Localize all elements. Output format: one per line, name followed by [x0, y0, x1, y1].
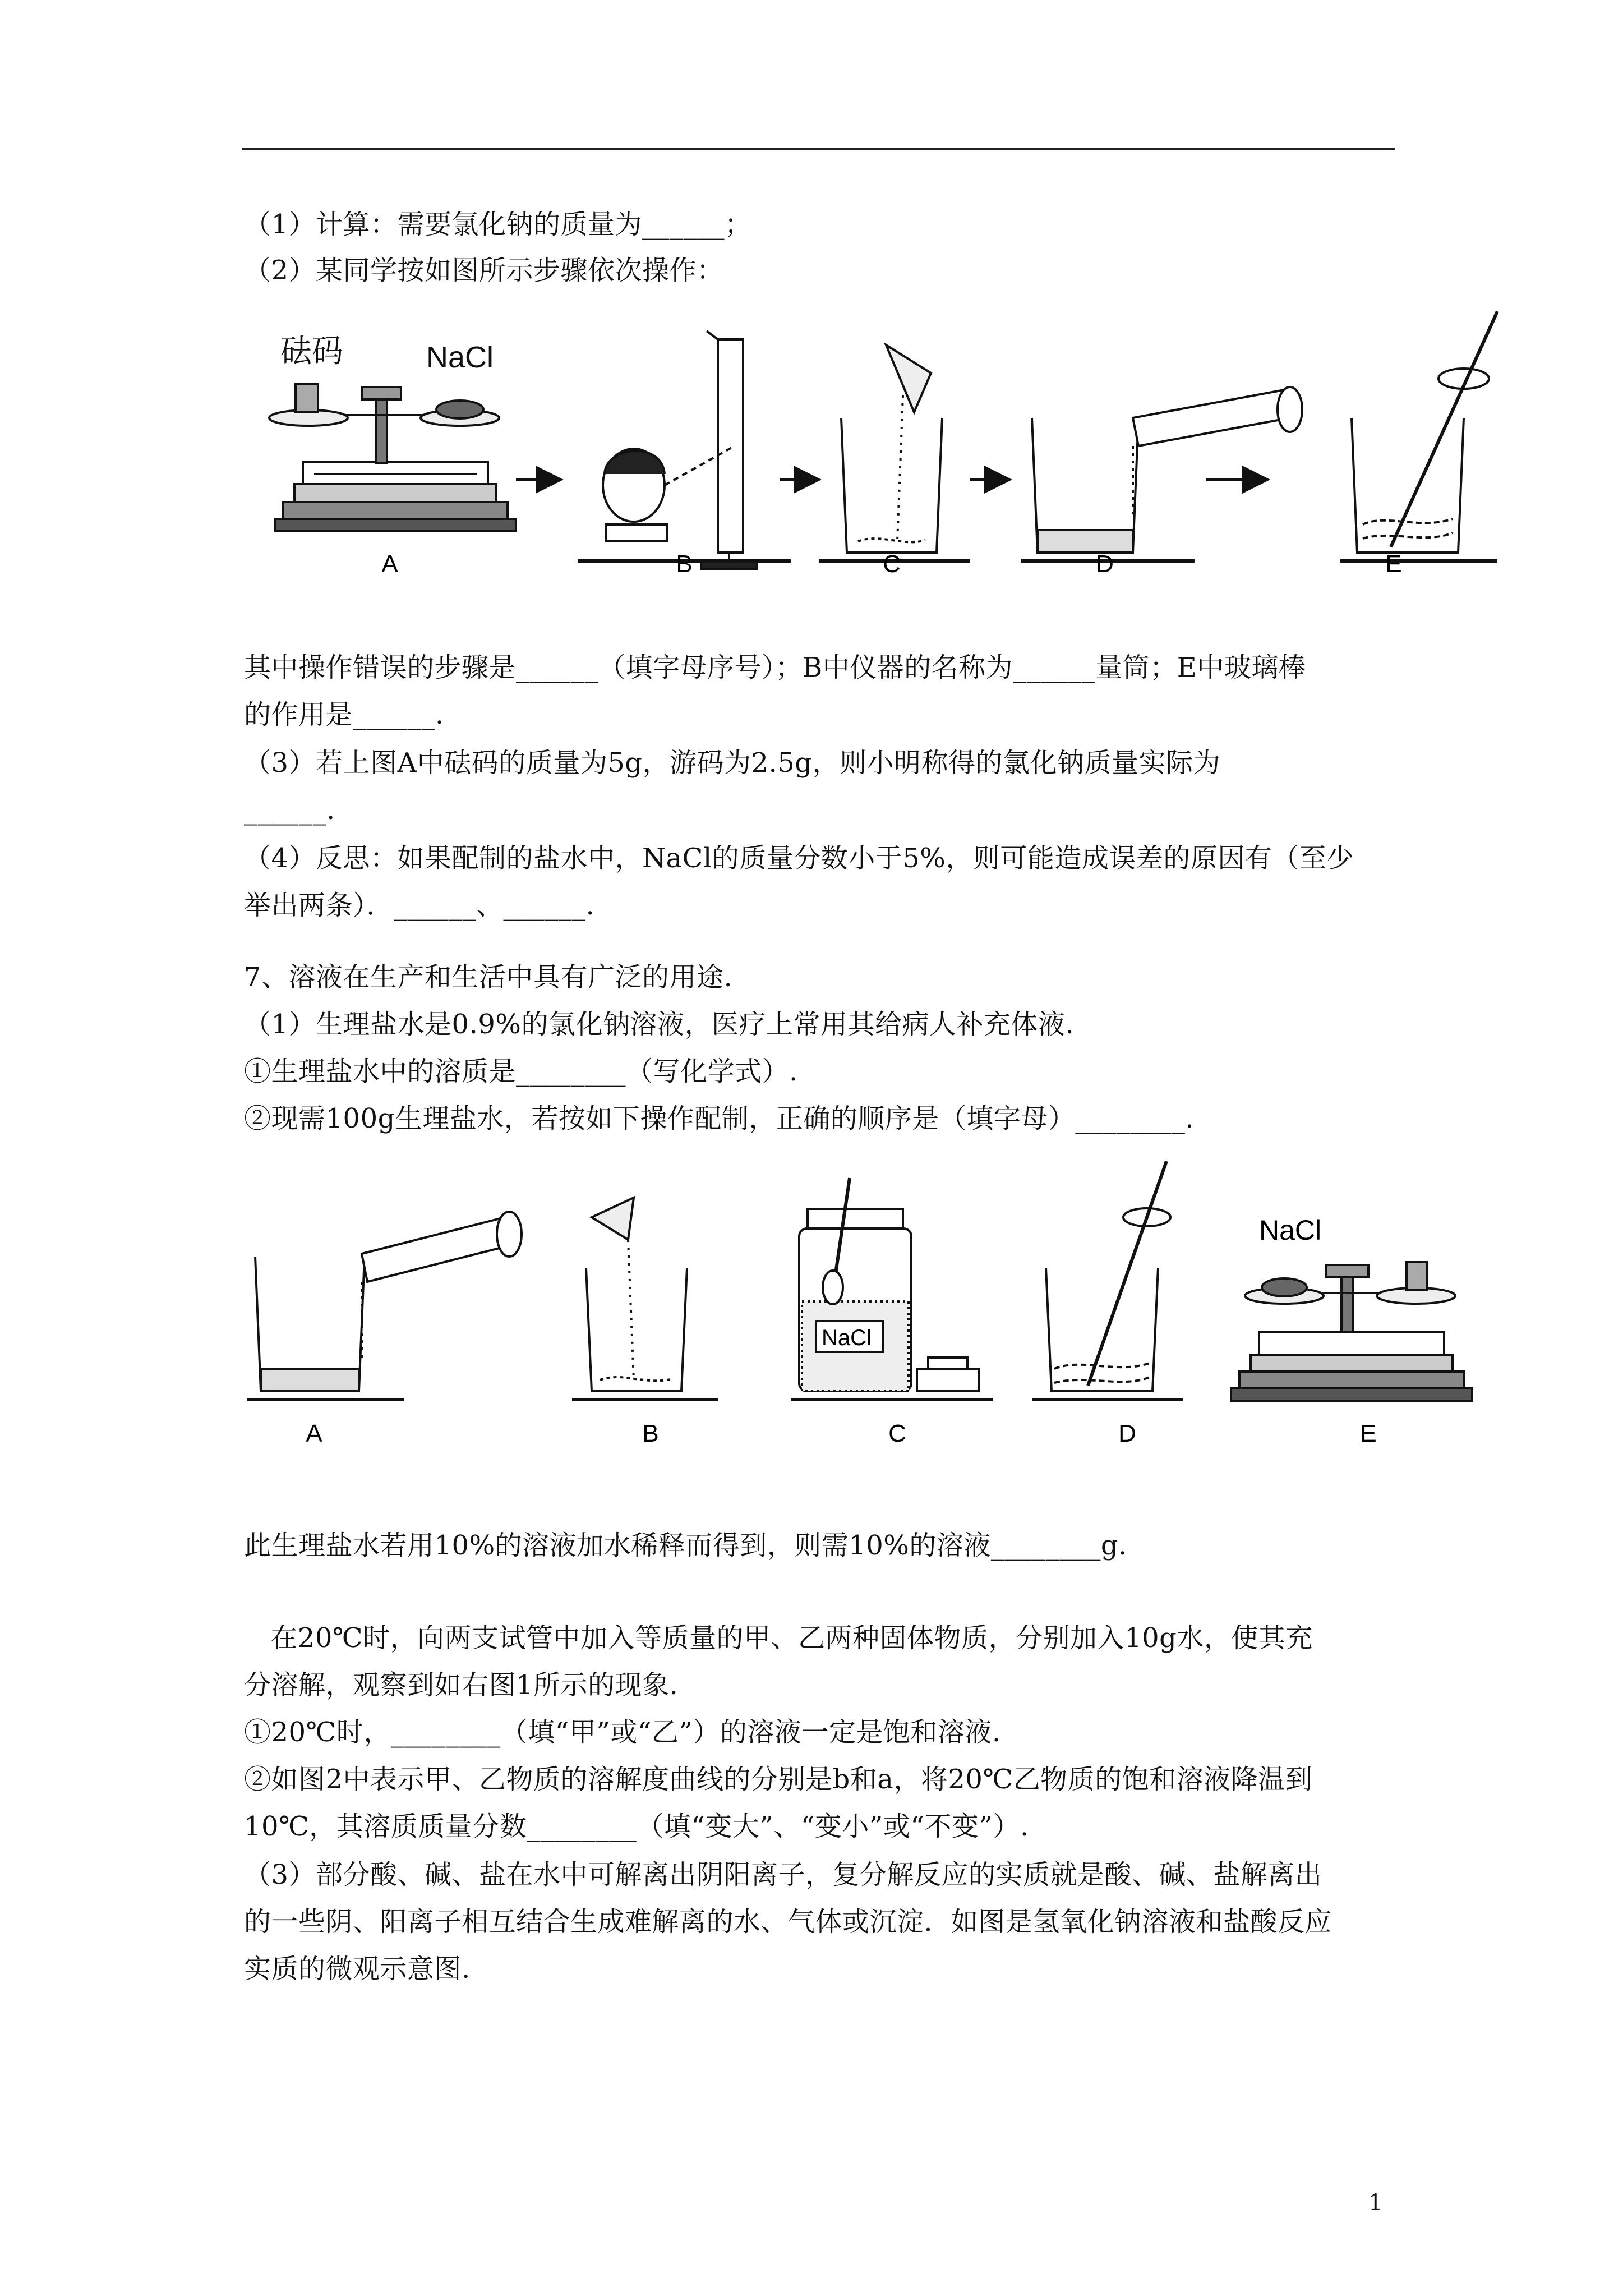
q6-part3-answer-line: ______. — [244, 794, 335, 826]
q7-part2-intro-line: 在20℃时，向两支试管中加入等质量的甲、乙两种固体物质，分别加入10g水，使其充 — [244, 1622, 1313, 1654]
figure-1-procedure — [241, 306, 1509, 592]
fig2-label-c: C — [888, 1420, 906, 1447]
q6-part2-answer-line-cont: 的作用是______. — [244, 699, 444, 730]
op-b-pour-solid — [572, 1198, 718, 1400]
nacl-bottle-label: NaCl — [822, 1326, 872, 1350]
fig2-label-a: A — [306, 1420, 322, 1447]
op-d-stirring — [1032, 1161, 1183, 1400]
op-a-pour-water — [247, 1212, 522, 1400]
step-d-pour-water — [1021, 387, 1302, 561]
q6-part3-line: （3）若上图A中砝码的质量为5g，游码为2.5g，则小明称得的氯化钠质量实际为 — [244, 747, 1221, 779]
q7-part1-line: （1）生理盐水是0.9%的氯化钠溶液，医疗上常用其给病人补充体液. — [244, 1009, 1075, 1040]
q6-part2-answer-line: 其中操作错误的步骤是______（填字母序号）；B中仪器的名称为______量筒；E中玻璃棒 — [244, 652, 1306, 683]
q7-part3-line: （3）部分酸、碱、盐在水中可解离出阴阳离子，复分解反应的实质就是酸、碱、盐解离出 — [244, 1859, 1322, 1890]
fig1-label-e: E — [1385, 550, 1402, 578]
step-c-pour-solid — [819, 345, 970, 561]
step-a-balance — [269, 384, 516, 531]
q6-part4-answer-line: 举出两条）．______、______. — [244, 890, 595, 921]
fig2-label-b: B — [642, 1420, 659, 1447]
figure-2-operations — [241, 1156, 1509, 1470]
fig1-label-b: B — [676, 550, 693, 578]
q7-part3-line-cont: 的一些阴、阳离子相互结合生成难解离的水、气体或沉淀．如图是氢氧化钠溶液和盐酸反应 — [244, 1906, 1332, 1938]
q6-part4-line: （4）反思：如果配制的盐水中，NaCl的质量分数小于5%，则可能造成误差的原因有（至少 — [244, 843, 1354, 874]
q7-part2-intro-line-cont: 分溶解，观察到如右图1所示的现象. — [244, 1669, 679, 1701]
q7-dilution-line: 此生理盐水若用10%的溶液加水稀释而得到，则需10%的溶液________g. — [244, 1530, 1127, 1561]
q7-part2-sub2-line: ②如图2中表示甲、乙物质的溶解度曲线的分别是b和a，将20℃乙物质的饱和溶液降温到 — [244, 1764, 1313, 1795]
op-e-weighing — [1231, 1262, 1472, 1401]
weights-label: 砝码 — [280, 333, 343, 369]
q7-part2-sub1-line: ①20℃时，________（填“甲”或“乙”）的溶液一定是饱和溶液. — [244, 1717, 1001, 1748]
page-number: 1 — [1368, 2190, 1383, 2216]
q7-sub1-line: ①生理盐水中的溶质是________（写化学式）. — [244, 1056, 798, 1087]
q7-part2-sub2-line-cont: 10℃，其溶质质量分数________（填“变大”、“变小”或“不变”）. — [244, 1811, 1029, 1842]
nacl-label-fig2: NaCl — [1259, 1214, 1322, 1246]
fig1-label-a: A — [381, 550, 398, 578]
nacl-label-fig1: NaCl — [426, 341, 494, 374]
q7-sub2-line: ②现需100g生理盐水，若按如下操作配制，正确的顺序是（填字母）________. — [244, 1103, 1195, 1134]
q6-part1-line: （1）计算：需要氯化钠的质量为______； — [244, 209, 752, 240]
q6-part2-line: （2）某同学按如图所示步骤依次操作： — [244, 255, 724, 286]
q7-title: 7、溶液在生产和生活中具有广泛的用途. — [244, 961, 733, 993]
fig2-label-e: E — [1360, 1420, 1377, 1447]
fig1-label-c: C — [883, 550, 901, 578]
fig2-label-d: D — [1118, 1420, 1136, 1447]
q7-part3-line-end: 实质的微观示意图. — [244, 1953, 471, 1985]
op-c-take-salt — [791, 1178, 993, 1400]
fig1-label-d: D — [1096, 550, 1114, 578]
step-b-reading-cylinder — [578, 331, 791, 569]
header-rule — [242, 148, 1395, 150]
step-e-stirring — [1340, 311, 1497, 561]
